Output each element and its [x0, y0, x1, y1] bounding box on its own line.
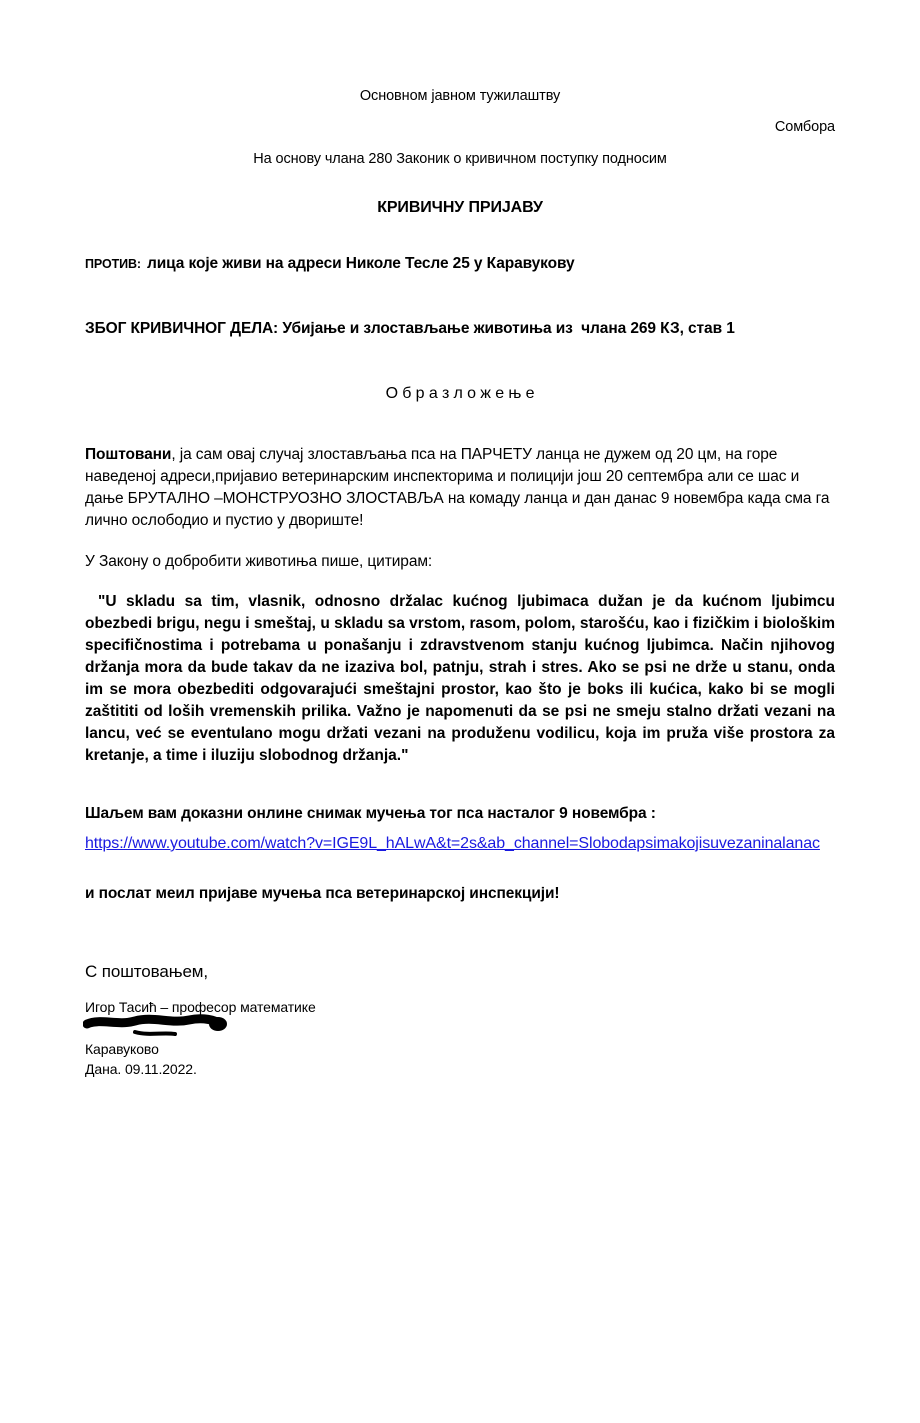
against-line — [85, 253, 835, 275]
place-line: Каравуково — [85, 1041, 159, 1057]
offense-line: ЗБОГ КРИВИЧНОГ ДЕЛА: Убијање и злостављање животиња из члана 269 КЗ, став 1 — [85, 320, 735, 337]
law-intro-line: У Закону о добробити животиња пише, цитирам: — [85, 553, 433, 570]
evidence-line: Шаљем вам доказни онлине снимак мучења тог пса насталог 9 новембра : — [85, 805, 656, 822]
document-title: КРИВИЧНУ ПРИЈАВУ — [377, 199, 543, 216]
against-label: ПРОТИВ: — [85, 257, 141, 271]
intro-paragraph — [85, 444, 835, 532]
signature-scribble-redaction — [83, 1011, 229, 1038]
legal-basis-line: На основу члана 280 Законик о кривичном поступку подносим — [253, 151, 667, 167]
against-text: лица које живи на адреси Николе Тесле 25 у Каравукову — [147, 255, 575, 272]
date-line: Дана. 09.11.2022. — [85, 1061, 197, 1077]
youtube-video-link[interactable]: https://www.youtube.com/watch?v=IGE9L_hALwA&t=2s&ab_channel=Slobodapsimakojisuvezaninalanac — [85, 835, 820, 852]
recipient-line: Основном јавном тужилаштву — [359, 88, 561, 104]
signature-name-line: Игор Тасић – професор математике — [85, 999, 316, 1015]
salutation: Поштовани — [85, 446, 172, 463]
intro-text: , ја сам овај случај злостављања пса на ПАРЧЕТУ ланца не дужем од 20 цм, на горе наведеној адреси,пријавио ветеринарским инспекторима и полицији још 20 септембра али се шас и дање БРУТАЛНО –МОНСТРУОЗНО ЗЛОСТАВЉА на комаду ланца и дан данас 9 новембра када сма га лично ослободио и пустио у двориште! — [85, 446, 830, 529]
mail-report-line: и послат меил пријаве мучења пса ветеринарској инспекцији! — [85, 885, 560, 902]
law-quote-paragraph: "U skladu sa tim, vlasnik, odnosno držalac kućnog ljubimaca dužan je da kućnom ljubimcu obezbedi brigu, negu i smeštaj, u skladu sa vrstom, rasom, polom, starošću, kao i fizičkim i biološkim specifičnostima i potrebama u ponašanju i zdravstvenom stanju kućnog ljubimca. Način njihovog držanja mora da bude takav da ne izaziva bol, patnju, strah i stres. Ako se psi ne drže u stanu, onda im se mora obezbediti odgovarajući smeštajni prostor, kao što je boks ili kućica, kako bi se mogli zaštititi od loših vremenskih prilika. Važno je napomenuti da se psi ne smeju stalno držati vezani na lancu, već se eventulano mogu držati vezani na produženu vodilicu, koja im pruža više prostora za kretanje, a time i iluziju slobodnog držanja." — [85, 593, 835, 764]
city-line: Сомбора — [774, 119, 835, 135]
explanation-heading: О б р а з л о ж е њ е — [385, 385, 535, 402]
closing-line: С поштовањем, — [85, 962, 209, 981]
